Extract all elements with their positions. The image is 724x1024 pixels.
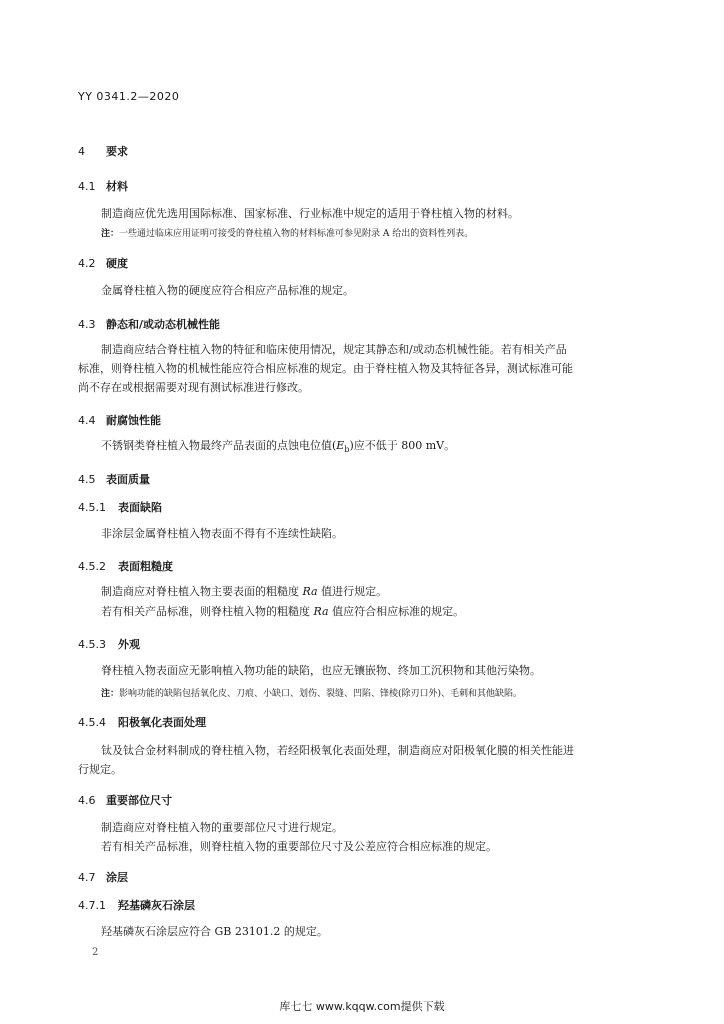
- section-4-5-3-paragraph: 脊柱植入物表面应无影响植入物功能的缺陷，也应无镶嵌物、终加工沉积物和其他污染物。: [101, 664, 541, 677]
- section-number: 4.3: [78, 318, 96, 331]
- section-number: 4.6: [78, 794, 96, 807]
- symbol-subscript: b: [344, 445, 350, 455]
- section-4-5-2-heading: [78, 558, 173, 574]
- section-title: 羟基磷灰石涂层: [118, 899, 195, 912]
- paragraph-text: 值进行规定。: [317, 585, 388, 598]
- paragraph-text: )应不低于 800 mV。: [349, 439, 456, 452]
- section-4-3-line-1: 制造商应结合脊柱植入物的特征和临床使用情况，规定其静态和/或动态机械性能。若有相关产品: [101, 343, 567, 356]
- section-4-5-1-heading: [78, 499, 162, 515]
- note-text: 一些通过临床应用证明可接受的脊柱植入物的材料标准可参见附录 A 给出的资料性列表。: [119, 229, 474, 239]
- section-number: 4: [78, 145, 85, 158]
- symbol-ra: Ra: [313, 605, 329, 618]
- section-number: 4.2: [78, 257, 96, 270]
- note-text: 影响功能的缺陷包括氧化皮、刀痕、小缺口、划伤、裂缝、凹陷、锋棱(除刃口外)、毛刺和其他缺陷。: [119, 689, 523, 699]
- paragraph-text: 制造商应对脊柱植入物主要表面的粗糙度: [101, 585, 303, 598]
- section-number: 4.7: [78, 871, 96, 884]
- section-4-5-4-line-2: 行规定。: [78, 763, 122, 776]
- section-4-5-4-line-1: 钛及钛合金材料制成的脊柱植入物，若经阳极氧化表面处理，制造商应对阳极氧化膜的相关性能进: [101, 744, 574, 757]
- section-4-2-heading: [78, 255, 128, 271]
- note-label: 注：: [101, 689, 120, 699]
- section-number: 4.5: [78, 473, 96, 486]
- paragraph-text: 不锈钢类脊柱植入物最终产品表面的点蚀电位值(: [101, 439, 337, 452]
- section-4-1-note: [101, 226, 473, 239]
- standard-code: YY 0341.2—2020: [78, 90, 180, 103]
- section-title: 表面粗糙度: [118, 560, 173, 573]
- section-title: 表面缺陷: [118, 501, 162, 514]
- section-4-5-2-line-2: [101, 602, 464, 621]
- section-4-7-1-paragraph: 羟基磷灰石涂层应符合 GB 23101.2 的规定。: [101, 925, 328, 938]
- section-4-5-heading: [78, 471, 150, 487]
- section-title: 材料: [106, 180, 128, 193]
- paragraph-text: 值应符合相应标准的规定。: [328, 605, 465, 618]
- section-4-6-line-1: 制造商应对脊柱植入物的重要部位尺寸进行规定。: [101, 821, 343, 834]
- section-4-heading: [78, 143, 128, 159]
- section-4-1-paragraph: 制造商应优先选用国际标准、国家标准、行业标准中规定的适用于脊柱植入物的材料。: [101, 207, 519, 220]
- section-number: 4.4: [78, 414, 96, 427]
- section-4-5-2-line-1: [101, 582, 387, 601]
- page-number: 2: [92, 947, 99, 958]
- section-4-5-3-heading: [78, 636, 140, 652]
- section-title: 阳极氧化表面处理: [118, 716, 206, 729]
- section-number: 4.5.1: [78, 501, 106, 514]
- section-4-4-heading: [78, 412, 161, 428]
- section-title: 外观: [118, 638, 140, 651]
- section-4-5-4-heading: [78, 714, 206, 730]
- section-title: 耐腐蚀性能: [106, 414, 161, 427]
- section-4-3-line-3: 尚不存在或根据需要对现有测试标准进行修改。: [78, 381, 309, 394]
- section-number: 4.1: [78, 180, 96, 193]
- section-title: 要求: [106, 145, 128, 158]
- section-title: 涂层: [106, 871, 128, 884]
- section-number: 4.5.3: [78, 638, 106, 651]
- section-4-6-line-2: 若有相关产品标准，则脊柱植入物的重要部位尺寸及公差应符合相应标准的规定。: [101, 840, 497, 853]
- section-4-4-paragraph: [101, 436, 455, 459]
- section-4-7-heading: [78, 869, 128, 885]
- section-4-3-line-2: 标准，则脊柱植入物的机械性能应符合相应标准的规定。由于脊柱植入物及其特征各异，测试标准可能: [78, 362, 573, 375]
- section-4-6-heading: [78, 792, 172, 808]
- symbol-ra: Ra: [302, 585, 318, 598]
- section-4-1-heading: [78, 178, 128, 194]
- symbol-e: E: [336, 439, 345, 452]
- section-4-3-heading: [78, 316, 220, 332]
- section-title: 硬度: [106, 257, 128, 270]
- section-title: 重要部位尺寸: [106, 794, 172, 807]
- section-4-5-3-note: [101, 686, 522, 699]
- section-4-2-paragraph: 金属脊柱植入物的硬度应符合相应产品标准的规定。: [101, 284, 354, 297]
- section-number: 4.5.2: [78, 560, 106, 573]
- section-4-5-1-paragraph: 非涂层金属脊柱植入物表面不得有不连续性缺陷。: [101, 527, 343, 540]
- paragraph-text: 若有相关产品标准，则脊柱植入物的粗糙度: [101, 605, 314, 618]
- section-title: 静态和/或动态机械性能: [106, 318, 221, 331]
- section-number: 4.5.4: [78, 716, 106, 729]
- section-number: 4.7.1: [78, 899, 106, 912]
- footer-watermark: 库七七 www.kqqw.com提供下载: [279, 1000, 445, 1013]
- section-4-7-1-heading: [78, 897, 195, 913]
- note-label: 注：: [101, 229, 120, 239]
- section-title: 表面质量: [106, 473, 150, 486]
